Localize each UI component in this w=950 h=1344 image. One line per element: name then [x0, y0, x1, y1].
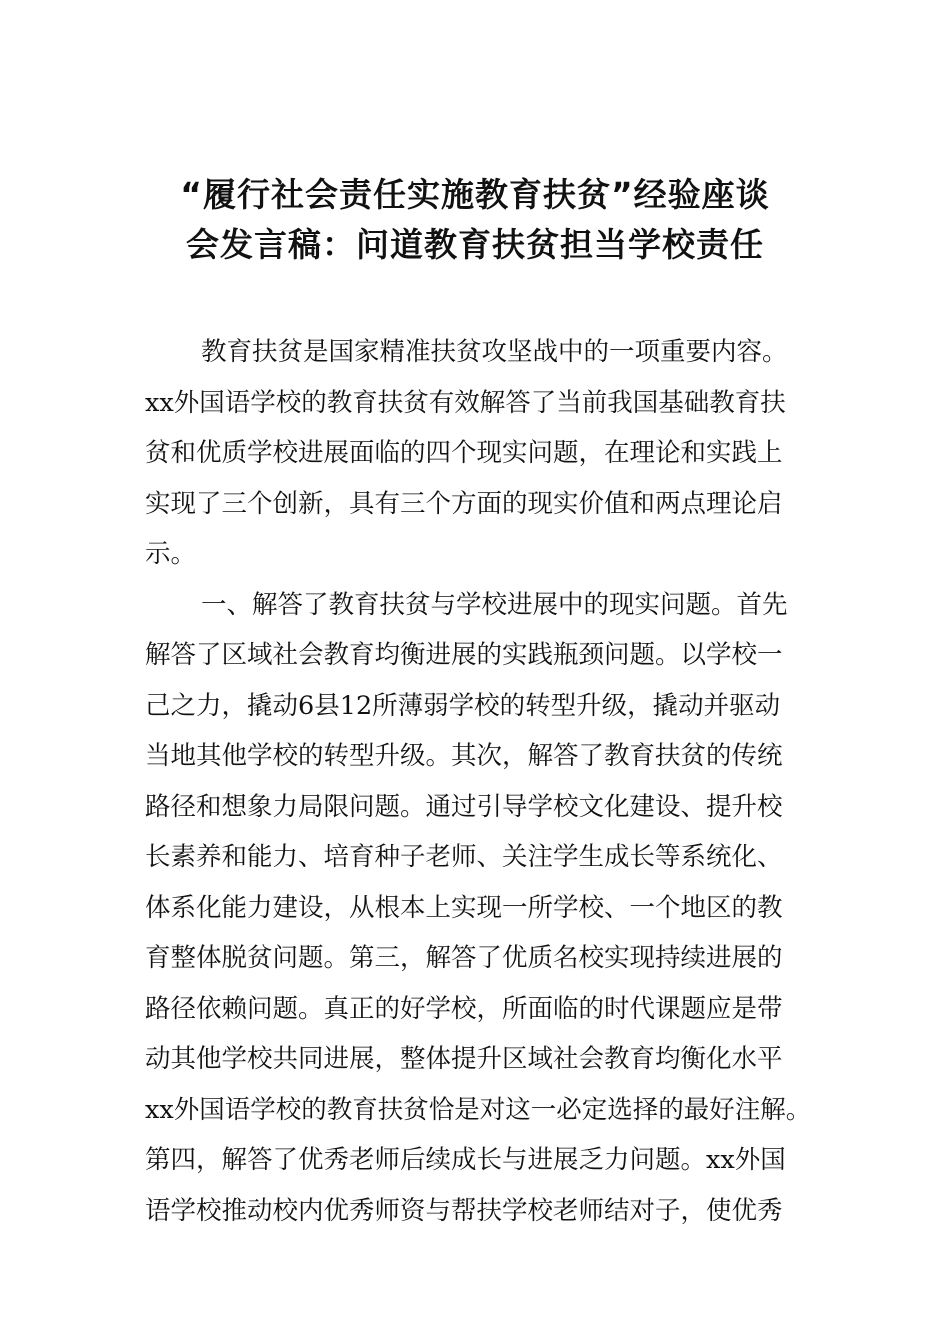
paragraph-line: 贫和优质学校进展面临的四个现实问题，在理论和实践上: [145, 438, 783, 468]
paragraph-line: 路径依赖问题。真正的好学校，所面临的时代课题应是带: [145, 993, 783, 1024]
title-line-2: 会发言稿：问道教育扶贫担当学校责任: [186, 225, 764, 264]
paragraph-line: 一、解答了教育扶贫与学校进展中的现实问题。首先: [201, 589, 788, 620]
paragraph-line: 实现了三个创新，具有三个方面的现实价值和两点理论启: [145, 488, 783, 519]
paragraph-line: 解答了区域社会教育均衡进展的实践瓶颈问题。以学校一: [145, 640, 783, 670]
paragraph-line: 路径和想象力局限问题。通过引导学校文化建设、提升校: [145, 791, 783, 822]
paragraph-line: xx外国语学校的教育扶贫有效解答了当前我国基础教育扶: [145, 387, 786, 418]
paragraph-line: 当地其他学校的转型升级。其次，解答了教育扶贫的传统: [145, 741, 783, 771]
paragraph-line: 育整体脱贫问题。第三，解答了优质名校实现持续进展的: [145, 943, 783, 973]
paragraph-1: [145, 327, 835, 580]
paragraph-2: [145, 580, 835, 1237]
paragraph-line: 体系化能力建设，从根本上实现一所学校、一个地区的教: [145, 892, 783, 923]
paragraph-line: 教育扶贫是国家精准扶贫攻坚战中的一项重要内容。: [201, 337, 788, 367]
paragraph-line: 己之力，撬动6县12所薄弱学校的转型升级，撬动并驱动: [145, 690, 781, 721]
document-title: [120, 170, 830, 270]
paragraph-line: 动其他学校共同进展，整体提升区域社会教育均衡化水平: [145, 1044, 783, 1074]
document-body: [145, 327, 835, 1236]
paragraph-line: 长素养和能力、培育种子老师、关注学生成长等系统化、: [145, 842, 783, 872]
paragraph-line: 示。: [145, 539, 197, 569]
paragraph-line: xx外国语学校的教育扶贫恰是对这一必定选择的最好注解。: [145, 1094, 812, 1125]
paragraph-line: 语学校推动校内优秀师资与帮扶学校老师结对子，使优秀: [145, 1195, 783, 1226]
title-line-1: “履行社会责任实施教育扶贫”经验座谈: [180, 175, 770, 214]
paragraph-line: 第四，解答了优秀老师后续成长与进展乏力问题。xx外国: [145, 1145, 786, 1175]
